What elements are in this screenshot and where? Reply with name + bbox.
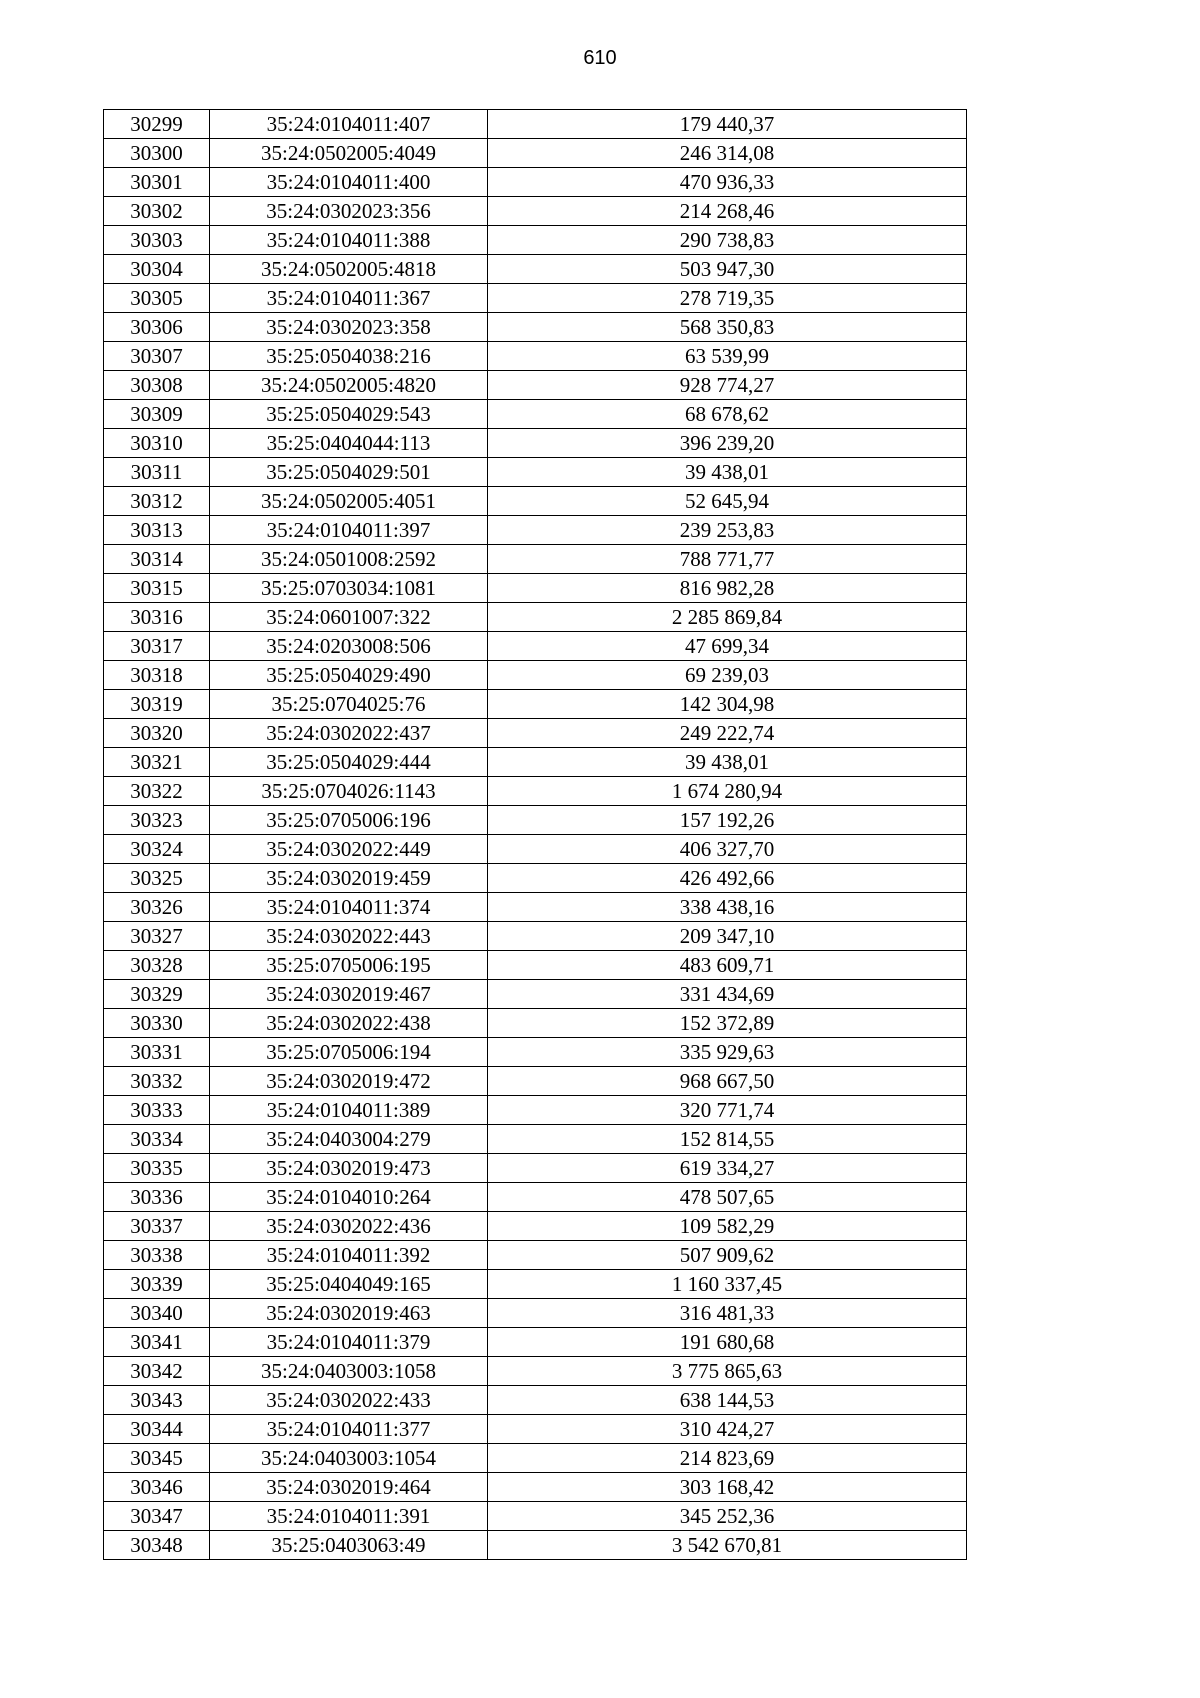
table-row — [104, 1009, 967, 1038]
table-row — [104, 1241, 967, 1270]
cadastral-value-cell: 68 678,62 — [488, 400, 967, 429]
table-row — [104, 255, 967, 284]
cadastral-number-cell: 35:25:0704026:1143 — [210, 777, 488, 806]
row-number-cell: 30311 — [104, 458, 210, 487]
table-row — [104, 1328, 967, 1357]
table-row — [104, 980, 967, 1009]
cadastral-number-cell: 35:25:0404044:113 — [210, 429, 488, 458]
row-number-cell: 30343 — [104, 1386, 210, 1415]
cadastral-number-cell: 35:25:0705006:195 — [210, 951, 488, 980]
cadastral-value-cell: 69 239,03 — [488, 661, 967, 690]
cadastral-number-cell: 35:24:0104011:389 — [210, 1096, 488, 1125]
table-row — [104, 806, 967, 835]
row-number-cell: 30307 — [104, 342, 210, 371]
row-number-cell: 30337 — [104, 1212, 210, 1241]
cadastral-number-cell: 35:24:0502005:4051 — [210, 487, 488, 516]
row-number-cell: 30344 — [104, 1415, 210, 1444]
cadastral-value-cell: 179 440,37 — [488, 110, 967, 139]
cadastral-value-cell: 152 372,89 — [488, 1009, 967, 1038]
cadastral-number-cell: 35:24:0302022:436 — [210, 1212, 488, 1241]
cadastral-value-cell: 52 645,94 — [488, 487, 967, 516]
table-row — [104, 1444, 967, 1473]
cadastral-value-table — [103, 109, 967, 1560]
table-row — [104, 893, 967, 922]
cadastral-value-cell: 426 492,66 — [488, 864, 967, 893]
table-row — [104, 429, 967, 458]
row-number-cell: 30346 — [104, 1473, 210, 1502]
cadastral-number-cell: 35:24:0502005:4820 — [210, 371, 488, 400]
cadastral-number-cell: 35:24:0302022:438 — [210, 1009, 488, 1038]
cadastral-number-cell: 35:25:0403063:49 — [210, 1531, 488, 1560]
cadastral-value-cell: 619 334,27 — [488, 1154, 967, 1183]
cadastral-value-cell: 1 160 337,45 — [488, 1270, 967, 1299]
cadastral-value-cell: 214 268,46 — [488, 197, 967, 226]
table-row — [104, 1473, 967, 1502]
table-row — [104, 139, 967, 168]
cadastral-number-cell: 35:24:0302019:472 — [210, 1067, 488, 1096]
table-row — [104, 458, 967, 487]
row-number-cell: 30301 — [104, 168, 210, 197]
cadastral-value-cell: 249 222,74 — [488, 719, 967, 748]
table-row — [104, 110, 967, 139]
cadastral-value-cell: 816 982,28 — [488, 574, 967, 603]
cadastral-number-cell: 35:24:0104011:391 — [210, 1502, 488, 1531]
table-row — [104, 1183, 967, 1212]
table-row — [104, 1502, 967, 1531]
cadastral-value-cell: 788 771,77 — [488, 545, 967, 574]
row-number-cell: 30323 — [104, 806, 210, 835]
row-number-cell: 30326 — [104, 893, 210, 922]
cadastral-number-cell: 35:24:0104011:377 — [210, 1415, 488, 1444]
cadastral-number-cell: 35:25:0504029:444 — [210, 748, 488, 777]
table-row — [104, 864, 967, 893]
cadastral-number-cell: 35:24:0104010:264 — [210, 1183, 488, 1212]
cadastral-value-cell: 157 192,26 — [488, 806, 967, 835]
table-row — [104, 835, 967, 864]
cadastral-number-cell: 35:24:0302019:464 — [210, 1473, 488, 1502]
cadastral-number-cell: 35:24:0302023:356 — [210, 197, 488, 226]
cadastral-number-cell: 35:25:0703034:1081 — [210, 574, 488, 603]
table-row — [104, 226, 967, 255]
row-number-cell: 30330 — [104, 1009, 210, 1038]
cadastral-number-cell: 35:24:0403003:1058 — [210, 1357, 488, 1386]
cadastral-number-cell: 35:24:0302022:443 — [210, 922, 488, 951]
cadastral-number-cell: 35:24:0403004:279 — [210, 1125, 488, 1154]
cadastral-value-cell: 3 775 865,63 — [488, 1357, 967, 1386]
cadastral-number-cell: 35:24:0302022:449 — [210, 835, 488, 864]
table-row — [104, 748, 967, 777]
table-row — [104, 371, 967, 400]
cadastral-number-cell: 35:24:0501008:2592 — [210, 545, 488, 574]
table-row — [104, 1154, 967, 1183]
cadastral-value-cell: 3 542 670,81 — [488, 1531, 967, 1560]
cadastral-number-cell: 35:25:0504038:216 — [210, 342, 488, 371]
cadastral-number-cell: 35:24:0302023:358 — [210, 313, 488, 342]
table-body — [104, 110, 967, 1560]
row-number-cell: 30324 — [104, 835, 210, 864]
cadastral-number-cell: 35:24:0403003:1054 — [210, 1444, 488, 1473]
table-row — [104, 487, 967, 516]
cadastral-value-cell: 246 314,08 — [488, 139, 967, 168]
cadastral-number-cell: 35:25:0504029:543 — [210, 400, 488, 429]
table-row — [104, 603, 967, 632]
table-row — [104, 777, 967, 806]
row-number-cell: 30340 — [104, 1299, 210, 1328]
cadastral-value-cell: 470 936,33 — [488, 168, 967, 197]
row-number-cell: 30345 — [104, 1444, 210, 1473]
row-number-cell: 30321 — [104, 748, 210, 777]
table-row — [104, 1270, 967, 1299]
cadastral-value-cell: 278 719,35 — [488, 284, 967, 313]
cadastral-number-cell: 35:24:0302019:459 — [210, 864, 488, 893]
cadastral-number-cell: 35:24:0502005:4818 — [210, 255, 488, 284]
table-row — [104, 313, 967, 342]
cadastral-value-cell: 507 909,62 — [488, 1241, 967, 1270]
cadastral-number-cell: 35:24:0502005:4049 — [210, 139, 488, 168]
cadastral-value-cell: 191 680,68 — [488, 1328, 967, 1357]
row-number-cell: 30306 — [104, 313, 210, 342]
cadastral-number-cell: 35:24:0104011:367 — [210, 284, 488, 313]
row-number-cell: 30333 — [104, 1096, 210, 1125]
table-row — [104, 922, 967, 951]
table-row — [104, 400, 967, 429]
cadastral-number-cell: 35:24:0302019:467 — [210, 980, 488, 1009]
row-number-cell: 30342 — [104, 1357, 210, 1386]
cadastral-value-cell: 503 947,30 — [488, 255, 967, 284]
cadastral-number-cell: 35:24:0104011:397 — [210, 516, 488, 545]
cadastral-value-cell: 928 774,27 — [488, 371, 967, 400]
row-number-cell: 30341 — [104, 1328, 210, 1357]
table-row — [104, 574, 967, 603]
row-number-cell: 30309 — [104, 400, 210, 429]
row-number-cell: 30308 — [104, 371, 210, 400]
row-number-cell: 30325 — [104, 864, 210, 893]
table-row — [104, 342, 967, 371]
cadastral-value-cell: 39 438,01 — [488, 748, 967, 777]
cadastral-value-cell: 335 929,63 — [488, 1038, 967, 1067]
row-number-cell: 30334 — [104, 1125, 210, 1154]
row-number-cell: 30336 — [104, 1183, 210, 1212]
table-row — [104, 1038, 967, 1067]
row-number-cell: 30347 — [104, 1502, 210, 1531]
row-number-cell: 30300 — [104, 139, 210, 168]
table-row — [104, 632, 967, 661]
row-number-cell: 30331 — [104, 1038, 210, 1067]
cadastral-number-cell: 35:24:0104011:374 — [210, 893, 488, 922]
table-row — [104, 951, 967, 980]
cadastral-value-cell: 568 350,83 — [488, 313, 967, 342]
row-number-cell: 30332 — [104, 1067, 210, 1096]
table-row — [104, 1067, 967, 1096]
cadastral-number-cell: 35:25:0705006:196 — [210, 806, 488, 835]
cadastral-number-cell: 35:25:0504029:490 — [210, 661, 488, 690]
cadastral-value-cell: 239 253,83 — [488, 516, 967, 545]
cadastral-number-cell: 35:24:0104011:392 — [210, 1241, 488, 1270]
cadastral-number-cell: 35:25:0404049:165 — [210, 1270, 488, 1299]
table-row — [104, 516, 967, 545]
cadastral-number-cell: 35:24:0203008:506 — [210, 632, 488, 661]
cadastral-number-cell: 35:24:0302019:473 — [210, 1154, 488, 1183]
row-number-cell: 30310 — [104, 429, 210, 458]
cadastral-value-cell: 320 771,74 — [488, 1096, 967, 1125]
cadastral-value-cell: 142 304,98 — [488, 690, 967, 719]
row-number-cell: 30304 — [104, 255, 210, 284]
row-number-cell: 30312 — [104, 487, 210, 516]
row-number-cell: 30327 — [104, 922, 210, 951]
row-number-cell: 30299 — [104, 110, 210, 139]
cadastral-value-cell: 1 674 280,94 — [488, 777, 967, 806]
table-row — [104, 1357, 967, 1386]
cadastral-value-cell: 345 252,36 — [488, 1502, 967, 1531]
cadastral-value-cell: 39 438,01 — [488, 458, 967, 487]
cadastral-value-cell: 310 424,27 — [488, 1415, 967, 1444]
row-number-cell: 30303 — [104, 226, 210, 255]
cadastral-number-cell: 35:24:0104011:388 — [210, 226, 488, 255]
row-number-cell: 30319 — [104, 690, 210, 719]
cadastral-number-cell: 35:24:0302022:433 — [210, 1386, 488, 1415]
row-number-cell: 30314 — [104, 545, 210, 574]
cadastral-value-cell: 2 285 869,84 — [488, 603, 967, 632]
cadastral-value-cell: 338 438,16 — [488, 893, 967, 922]
row-number-cell: 30320 — [104, 719, 210, 748]
table-row — [104, 197, 967, 226]
cadastral-value-cell: 331 434,69 — [488, 980, 967, 1009]
row-number-cell: 30328 — [104, 951, 210, 980]
table-row — [104, 661, 967, 690]
table-row — [104, 1415, 967, 1444]
table-row — [104, 1299, 967, 1328]
cadastral-value-cell: 406 327,70 — [488, 835, 967, 864]
cadastral-value-cell: 968 667,50 — [488, 1067, 967, 1096]
row-number-cell: 30313 — [104, 516, 210, 545]
row-number-cell: 30329 — [104, 980, 210, 1009]
cadastral-value-cell: 214 823,69 — [488, 1444, 967, 1473]
cadastral-number-cell: 35:25:0504029:501 — [210, 458, 488, 487]
table-row — [104, 1386, 967, 1415]
cadastral-value-cell: 396 239,20 — [488, 429, 967, 458]
cadastral-value-cell: 209 347,10 — [488, 922, 967, 951]
cadastral-number-cell: 35:24:0302022:437 — [210, 719, 488, 748]
row-number-cell: 30305 — [104, 284, 210, 313]
table-row — [104, 168, 967, 197]
table-row — [104, 1125, 967, 1154]
cadastral-number-cell: 35:24:0601007:322 — [210, 603, 488, 632]
row-number-cell: 30338 — [104, 1241, 210, 1270]
table-row — [104, 1212, 967, 1241]
row-number-cell: 30339 — [104, 1270, 210, 1299]
table-row — [104, 284, 967, 313]
cadastral-number-cell: 35:24:0104011:407 — [210, 110, 488, 139]
cadastral-value-cell: 316 481,33 — [488, 1299, 967, 1328]
cadastral-number-cell: 35:25:0704025:76 — [210, 690, 488, 719]
page-number: 610 — [583, 47, 617, 69]
cadastral-value-cell: 638 144,53 — [488, 1386, 967, 1415]
cadastral-value-cell: 290 738,83 — [488, 226, 967, 255]
cadastral-value-cell: 478 507,65 — [488, 1183, 967, 1212]
row-number-cell: 30335 — [104, 1154, 210, 1183]
cadastral-value-cell: 47 699,34 — [488, 632, 967, 661]
row-number-cell: 30316 — [104, 603, 210, 632]
table-row — [104, 690, 967, 719]
table-row — [104, 1531, 967, 1560]
cadastral-number-cell: 35:24:0104011:400 — [210, 168, 488, 197]
cadastral-number-cell: 35:24:0104011:379 — [210, 1328, 488, 1357]
row-number-cell: 30317 — [104, 632, 210, 661]
cadastral-number-cell: 35:25:0705006:194 — [210, 1038, 488, 1067]
cadastral-value-cell: 152 814,55 — [488, 1125, 967, 1154]
cadastral-value-cell: 303 168,42 — [488, 1473, 967, 1502]
row-number-cell: 30315 — [104, 574, 210, 603]
row-number-cell: 30348 — [104, 1531, 210, 1560]
cadastral-value-cell: 109 582,29 — [488, 1212, 967, 1241]
table-row — [104, 719, 967, 748]
cadastral-value-cell: 63 539,99 — [488, 342, 967, 371]
cadastral-number-cell: 35:24:0302019:463 — [210, 1299, 488, 1328]
table-row — [104, 1096, 967, 1125]
row-number-cell: 30322 — [104, 777, 210, 806]
cadastral-value-cell: 483 609,71 — [488, 951, 967, 980]
row-number-cell: 30318 — [104, 661, 210, 690]
row-number-cell: 30302 — [104, 197, 210, 226]
table-row — [104, 545, 967, 574]
